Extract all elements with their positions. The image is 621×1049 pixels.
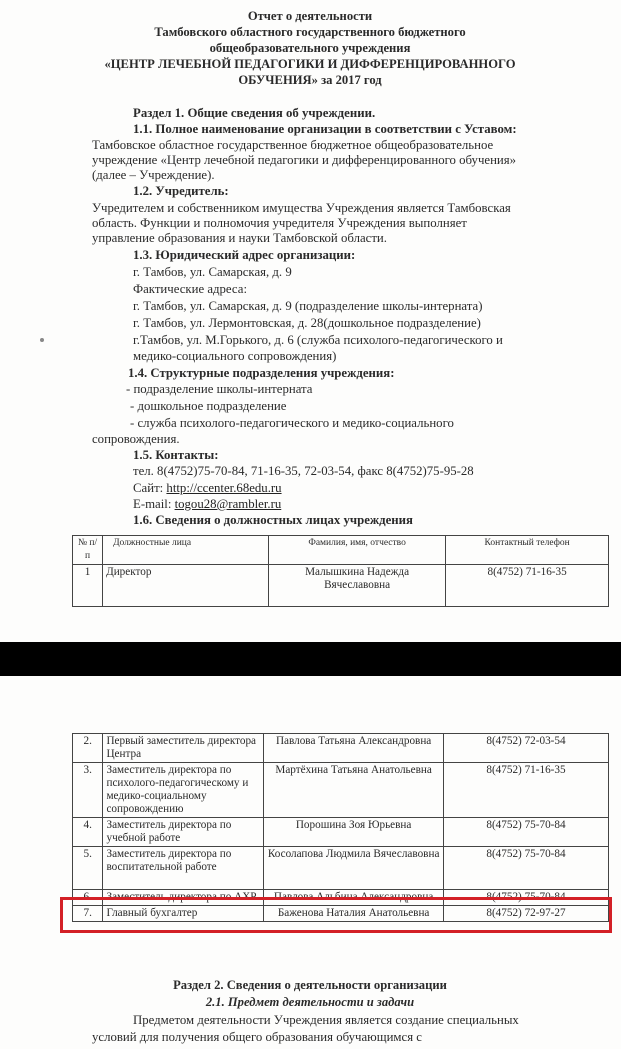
row-position: Главный бухгалтер (103, 906, 264, 922)
report-title-line4: «ЦЕНТР ЛЕЧЕБНОЙ ПЕДАГОГИКИ И ДИФФЕРЕНЦИРОВАННОГО (104, 57, 516, 71)
s12-line1: Учредителем и собственником имущества Учреждения является Тамбовская (92, 201, 511, 215)
officials-table-continued (72, 733, 609, 922)
s11-line3: (далее – Учреждение). (92, 168, 215, 182)
row-position: Заместитель директора по АХР (103, 890, 264, 906)
col-phone: Контактный телефон (446, 536, 609, 565)
s15-phones: тел. 8(4752)75-70-84, 71-16-35, 72-03-54, факс 8(4752)75-95-28 (133, 464, 474, 478)
page-separator (0, 642, 621, 676)
site-link[interactable]: http://ccenter.68edu.ru (166, 481, 282, 495)
site-label: Сайт: (133, 481, 167, 495)
s13-legal-address: г. Тамбов, ул. Самарская, д. 9 (133, 265, 292, 279)
section2-para-line2: условий для получения общего образования обучающимся с (92, 1030, 422, 1044)
row-position: Первый заместитель директора Центра (103, 734, 264, 763)
table-row (73, 763, 609, 818)
s14-title: 1.4. Структурные подразделения учреждения: (128, 366, 395, 380)
table-row (73, 847, 609, 890)
row-position: Заместитель директора по воспитательной работе (103, 847, 264, 890)
row-num: 6. (73, 890, 103, 906)
s13-fact-1: г. Тамбов, ул. Самарская, д. 9 (подразделение школы-интерната) (133, 299, 483, 313)
row-num: 1 (73, 565, 103, 607)
table-row (73, 734, 609, 763)
highlight-box (60, 897, 612, 933)
row-phone: 8(4752) 75-70-84 (443, 818, 608, 847)
row-num: 3. (73, 763, 103, 818)
s11-line1: Тамбовское областное государственное бюджетное общеобразовательное (92, 138, 494, 152)
s15-site-row (133, 481, 282, 496)
s13-title: 1.3. Юридический адрес организации: (133, 248, 356, 262)
row-position: Заместитель директора по учебной работе (103, 818, 264, 847)
row-name: Косолапова Людмила Вячеславовна (264, 847, 444, 890)
table-row (73, 565, 609, 607)
s15-title: 1.5. Контакты: (133, 448, 219, 462)
col-name: Фамилия, имя, отчество (268, 536, 445, 565)
report-title: Отчет о деятельности (247, 9, 373, 23)
s15-email-row (133, 497, 281, 512)
s14-item3-cont: сопровождения. (92, 432, 180, 446)
row-num: 2. (73, 734, 103, 763)
s11-title: 1.1. Полное наименование организации в соответствии с Уставом: (133, 122, 517, 136)
row-position: Заместитель директора по психолого-педагогическому и медико-социальному сопровождению (103, 763, 264, 818)
document-page-2 (0, 676, 621, 1049)
s13-fact-3a: г.Тамбов, ул. М.Горького, д. 6 (служба психолого-педагогического и (133, 333, 503, 347)
col-position: Должностные лица (103, 536, 269, 565)
scan-speck (40, 338, 44, 342)
row-name: Порошина Зоя Юрьевна (264, 818, 444, 847)
section2-para-line1: Предметом деятельности Учреждения является создание специальных (133, 1013, 519, 1027)
s14-item1: - подразделение школы-интерната (126, 382, 313, 396)
section1-title: Раздел 1. Общие сведения об учреждении. (133, 106, 376, 120)
officials-table-header (72, 535, 609, 607)
s11-line2: учреждение «Центр лечебной педагогики и дифференцированного обучения» (92, 153, 517, 167)
report-title-line5: ОБУЧЕНИЯ» за 2017 год (238, 73, 382, 87)
row-name: Павлова Татьяна Александровна (264, 734, 444, 763)
row-phone: 8(4752) 75-70-84 (443, 890, 608, 906)
col-num: № п/п (73, 536, 103, 565)
row-name: Павлова Альбина Александровна (264, 890, 444, 906)
row-num: 5. (73, 847, 103, 890)
s12-line2: область. Функции и полномочия учредителя Учреждения выполняет (92, 216, 467, 230)
row-phone: 8(4752) 72-97-27 (443, 906, 608, 922)
report-title-line3: общеобразовательного учреждения (209, 41, 411, 55)
s13-fact-label: Фактические адреса: (133, 282, 247, 296)
row-name: Баженова Наталия Анатольевна (264, 906, 444, 922)
s14-item2: - дошкольное подразделение (130, 399, 287, 413)
table-row (73, 818, 609, 847)
report-title-line2: Тамбовского областного государственного бюджетного (154, 25, 466, 39)
row-phone: 8(4752) 71-16-35 (446, 565, 609, 607)
row-phone: 8(4752) 75-70-84 (443, 847, 608, 890)
s13-fact-3b: медико-социального сопровождения) (133, 349, 337, 363)
s12-line3: управление образования и науки Тамбовской области. (92, 231, 387, 245)
row-num: 4. (73, 818, 103, 847)
row-name: Мартёхина Татьяна Анатольевна (264, 763, 444, 818)
s14-item3: - служба психолого-педагогического и медико-социального (130, 416, 454, 430)
s16-title: 1.6. Сведения о должностных лицах учреждения (133, 513, 413, 527)
section2-title: Раздел 2. Сведения о деятельности организации (173, 978, 447, 992)
s12-title: 1.2. Учредитель: (133, 184, 229, 198)
row-position: Директор (103, 565, 269, 607)
row-name: Малышкина Надежда Вячеславовна (268, 565, 445, 607)
email-link[interactable]: togou28@rambler.ru (174, 497, 282, 511)
row-phone: 8(4752) 71-16-35 (443, 763, 608, 818)
email-label: E-mail: (133, 497, 175, 511)
row-phone: 8(4752) 72-03-54 (443, 734, 608, 763)
s13-fact-2: г. Тамбов, ул. Лермонтовская, д. 28(дошкольное подразделение) (133, 316, 481, 330)
row-num: 7. (73, 906, 103, 922)
section2-subtitle: 2.1. Предмет деятельности и задачи (205, 995, 415, 1009)
